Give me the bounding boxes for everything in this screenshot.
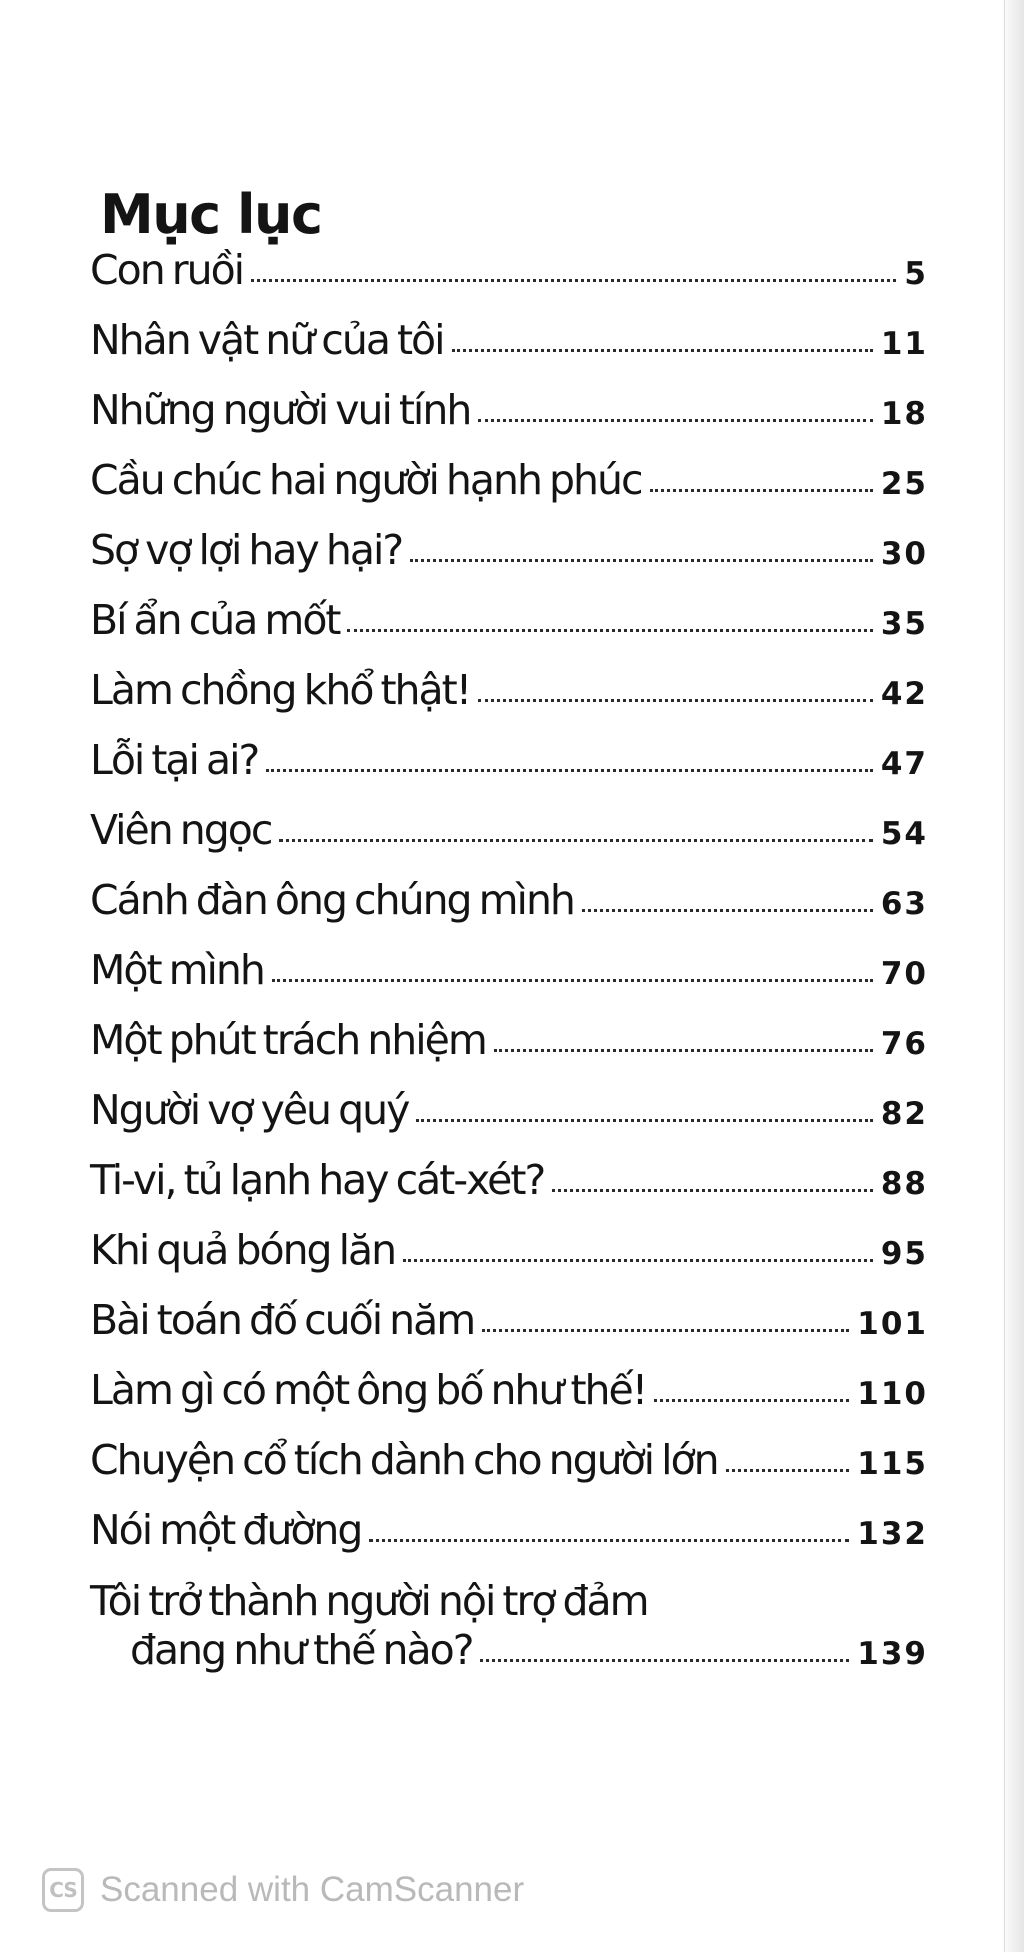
dot-leader (452, 349, 873, 352)
entry-title: Cánh đàn ông chúng mình (90, 876, 574, 924)
toc-entry (90, 1366, 928, 1436)
entry-page-number: 25 (880, 466, 928, 502)
toc-entry (90, 456, 928, 526)
entry-title: Cầu chúc hai người hạnh phúc (90, 456, 642, 504)
toc-entry-multiline (90, 1576, 928, 1700)
entry-title-line2: đang như thế nào? (130, 1626, 473, 1674)
toc-entry (90, 526, 928, 596)
entry-page-number: 88 (880, 1166, 928, 1202)
entry-title: Một mình (90, 946, 264, 994)
dot-leader (582, 909, 873, 912)
entry-title: Những người vui tính (90, 386, 471, 434)
entry-page-number: 11 (880, 326, 928, 362)
toc-entry (90, 316, 928, 386)
entry-page-number: 139 (857, 1636, 928, 1672)
entry-page-number: 82 (880, 1096, 928, 1132)
entry-title: Sợ vợ lợi hay hại? (90, 526, 403, 574)
entry-title: Bí ẩn của mốt (90, 596, 340, 644)
entry-title-line1: Tôi trở thành người nội trợ đảm (90, 1577, 648, 1625)
entry-title: Làm gì có một ông bố như thế! (90, 1366, 647, 1414)
toc-entry (90, 1226, 928, 1296)
entry-page-number: 101 (857, 1306, 928, 1342)
entry-page-number: 18 (880, 396, 928, 432)
camscanner-logo-icon: CS (42, 1868, 84, 1912)
entry-title: Một phút trách nhiệm (90, 1016, 486, 1064)
watermark-text: Scanned with CamScanner (100, 1870, 525, 1909)
entry-page-number: 63 (880, 886, 928, 922)
entry-page-number: 47 (880, 746, 928, 782)
toc-entry (90, 1296, 928, 1366)
entry-title: Nói một đường (90, 1506, 362, 1554)
entry-page-number: 42 (880, 676, 928, 712)
dot-leader (403, 1259, 873, 1262)
entry-page-number: 30 (880, 536, 928, 572)
entry-page-number: 70 (880, 956, 928, 992)
toc-entry (90, 806, 928, 876)
page-edge (1002, 0, 1024, 1952)
entry-title: Viên ngọc (90, 806, 272, 854)
dot-leader (279, 839, 872, 842)
toc-entry (90, 1506, 928, 1576)
toc-entry (90, 1086, 928, 1156)
dot-leader (726, 1469, 850, 1472)
entry-page-number: 76 (880, 1026, 928, 1062)
toc-entry (90, 736, 928, 806)
toc-entry (90, 876, 928, 946)
camscanner-watermark (42, 1868, 524, 1912)
dot-leader (478, 699, 873, 702)
entry-page-number: 132 (857, 1516, 928, 1552)
entry-line2 (90, 1626, 928, 1674)
dot-leader (494, 1049, 873, 1052)
toc-entry (90, 1016, 928, 1086)
toc-entry (90, 946, 928, 1016)
page-edge-line (1004, 0, 1005, 1952)
dot-leader (410, 559, 873, 562)
dot-leader (482, 1329, 849, 1332)
dot-leader (266, 769, 873, 772)
toc-entry (90, 386, 928, 456)
toc-entry (90, 666, 928, 736)
dot-leader (478, 419, 873, 422)
entry-page-number: 110 (857, 1376, 928, 1412)
dot-leader (347, 629, 872, 632)
entry-page-number: 54 (880, 816, 928, 852)
entry-page-number: 115 (857, 1446, 928, 1482)
toc-title: Mục lục (100, 183, 322, 247)
entry-title: Ti-vi, tủ lạnh hay cát-xét? (90, 1156, 545, 1204)
dot-leader (654, 1399, 849, 1402)
dot-leader (416, 1119, 873, 1122)
entry-title: Nhân vật nữ của tôi (90, 316, 444, 364)
toc-entry (90, 246, 928, 316)
toc-entry (90, 1156, 928, 1226)
entry-page-number: 5 (904, 256, 928, 292)
dot-leader (272, 979, 873, 982)
entry-page-number: 95 (880, 1236, 928, 1272)
dot-leader (369, 1539, 849, 1542)
entry-page-number: 35 (880, 606, 928, 642)
entry-title: Khi quả bóng lăn (90, 1226, 396, 1274)
entry-title: Bài toán đố cuối năm (90, 1296, 475, 1344)
entry-title: Chuyện cổ tích dành cho người lớn (90, 1436, 718, 1484)
dot-leader (650, 489, 873, 492)
entry-title: Con ruồi (90, 246, 244, 294)
entry-title: Lỗi tại ai? (90, 736, 259, 784)
dot-leader (251, 279, 896, 282)
toc-entry (90, 596, 928, 666)
entry-title: Người vợ yêu quý (90, 1086, 409, 1134)
entry-title: Làm chồng khổ thật! (90, 666, 471, 714)
dot-leader (552, 1189, 873, 1192)
toc-entry (90, 1436, 928, 1506)
dot-leader (480, 1659, 849, 1662)
toc-list (90, 246, 928, 1700)
